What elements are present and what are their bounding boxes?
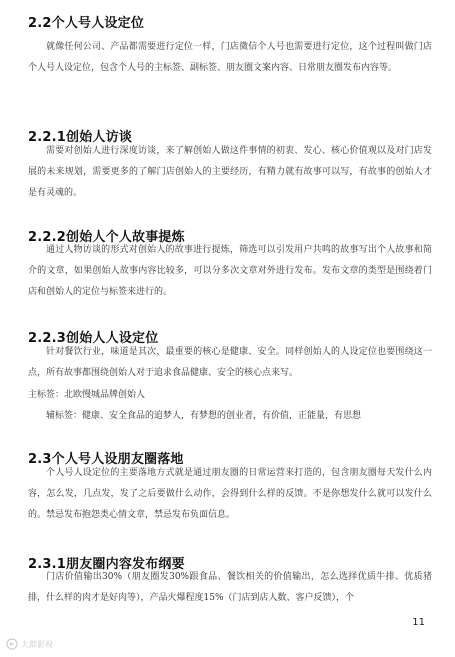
section-heading-2-2: 2.2个人号人设定位 (28, 16, 145, 31)
section-body-2-3: 个人号人设定位的主要落地方式就是通过朋友圈的日常运营来打造的，包含朋友圈每天发什么内容，怎么发，几点发，发了之后要做什么动作，会得到什么样的反馈。不是你想发什么就可以发什么的。禁忌发布抱怨类心情文章，禁忌发布负面信息。 (28, 468, 432, 520)
watermark (6, 638, 53, 650)
section-body-2-3-1: 门店价值输出30%（朋友圈发30%跟食品、餐饮相关的价值输出，怎么选择优质牛排、优质猪排，什么样的肉才是好肉等），产品火爆程度15%（门店到店人数、客户反馈），个 (28, 572, 432, 603)
sub-tag-line: 辅标签：健康、安全食品的追梦人，有梦想的创业者，有价值，正能量，有思想 (46, 411, 362, 421)
section-heading-2-2-3: 2.2.3创始人人设定位 (28, 331, 159, 346)
section-body-2-2-1: 需要对创始人进行深度访谈，来了解创始人做这件事情的初衷、发心、核心价值观以及对门店发展的未来规划，需要更多的了解门店创始人的主要经历，有精力就有故事可以写，有故事的创始人才是有灵魂的。 (28, 146, 432, 198)
section-body-2-2: 就像任何公司、产品都需要进行定位一样，门店微信个人号也需要进行定位，这个过程叫做门店个人号人设定位，包含个人号的主标签、副标签、朋友圈文案内容、日常朋友圈发布内容等。 (28, 42, 432, 73)
main-tag-line: 主标签：北欧慢城品牌创始人 (28, 390, 146, 400)
section-body-2-2-2: 通过人物访谈的形式对创始人的故事进行提炼，筛选可以引发用户共鸣的故事写出个人故事和简介的文章，如果创始人故事内容比较多，可以分多次文章对外进行发布。发布文章的类型是围绕着门店和创始人的定位与标签来进行的。 (28, 245, 432, 297)
page-number: 11 (412, 617, 425, 628)
watermark-text: 大都影视 (21, 639, 53, 649)
section-heading-2-2-1: 2.2.1创始人访谈 (28, 130, 133, 145)
section-body-2-2-3: 针对餐饮行业，味道是其次，最重要的核心是健康、安全。同样创始人的人设定位也要围绕这一点，所有故事都围绕创始人对于追求食品健康、安全的核心点来写。 (28, 347, 432, 378)
section-heading-2-3: 2.3个人号人设朋友圈落地 (28, 452, 184, 467)
watermark-logo-icon (6, 638, 18, 650)
section-heading-2-2-2: 2.2.2创始人个人故事提炼 (28, 230, 185, 245)
section-heading-2-3-1: 2.3.1朋友圈内容发布纲要 (28, 557, 185, 572)
